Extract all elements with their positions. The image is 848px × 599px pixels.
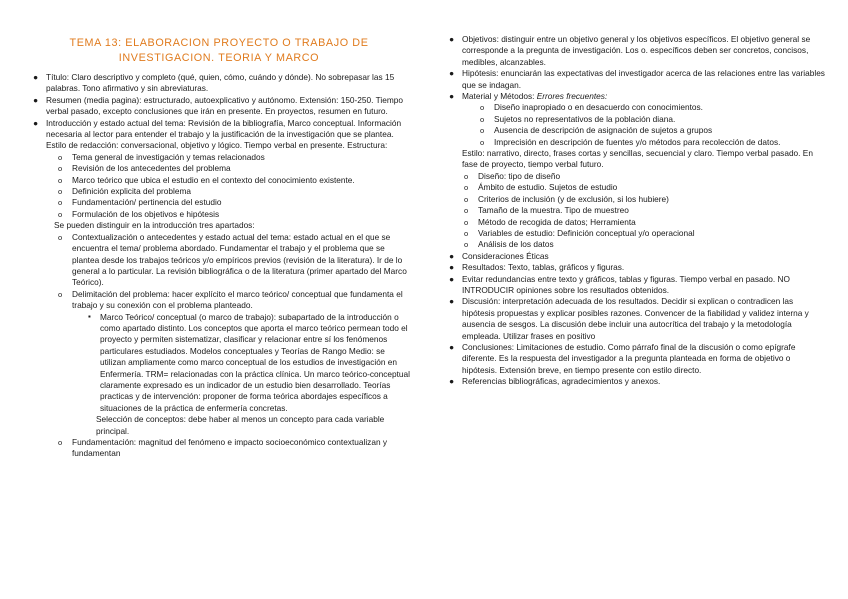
list-item-referencias: ● Referencias bibliográficas, agradecimientos y anexos. (449, 376, 661, 387)
list-item: o Ámbito de estudio. Sujetos de estudio (464, 182, 618, 193)
seleccion-text: Selección de conceptos: debe haber al menos un concepto para cada variable principal. (96, 414, 385, 436)
distinguish-intro: Se pueden distinguir en la introducción tres apartados: (54, 220, 255, 231)
circle-bullet-icon: o (58, 152, 63, 162)
bullet-icon: ● (449, 296, 455, 307)
structure-list (56, 152, 410, 220)
left-column (28, 36, 410, 460)
circle-bullet-icon: o (480, 126, 485, 136)
circle-bullet-icon: o (464, 217, 469, 227)
circle-bullet-icon: o (464, 194, 469, 204)
list-item: ▪ Marco Teórico/ conceptual (o marco de trabajo): subapartado de la introducción o como apartado distinto. Los conceptos que aporta el marco teórico permean todo el proyecto y permiten sistematizar, clasificar y relacionar entre sí los fenómenos particulares estudiados. Modelos conceptuales y Teorías de Rango Medio: se utilizan ampliamente como marco conceptual de los estudios de investigación en Enfermería. TRM= relacionadas con la práctica clínica. Un marco teórico-conceptual claramente expresado es un indicador de un estudio bien desarrollado. Teorías practicas y de intervención: proponer de forma teórica abordajes específicos a situaciones de la práctica de enfermería concretas. (88, 311, 410, 413)
list-item: o Método de recogida de datos; Herramienta (464, 216, 636, 227)
bullet-icon: ● (449, 273, 455, 284)
list-item-introduccion: ● Introducción y estado actual del tema: Revisión de la bibliografía, Marco conceptual. Información necesaria al lector para entender el trabajo y la justificación de la investigación que se plantea. Estilo de redacción: conversacional, objetivo y lógico. Tiempo verbal en presente. Estructura: (33, 117, 402, 151)
sections-list (56, 232, 410, 312)
bullet-icon: ● (449, 376, 455, 387)
list-item: o Ausencia de descripción de asignación de sujetos a grupos (480, 125, 713, 136)
circle-bullet-icon: o (58, 232, 63, 242)
circle-bullet-icon: o (58, 209, 63, 219)
list-item: o Diseño: tipo de diseño (464, 170, 561, 181)
bullet-icon: ● (449, 34, 455, 44)
circle-bullet-icon: o (58, 187, 63, 197)
main-list-left (28, 72, 410, 152)
list-item-titulo: ● Título: Claro descriptivo y completo (qué, quien, cómo, cuándo y dónde). No sobrepasar las 15 palabras. Tono afirmativo y sin abreviaturas. (33, 72, 395, 94)
list-item-material: ● Material y Métodos: Errores frecuentes: (449, 91, 608, 102)
bullet-icon: ● (33, 72, 39, 82)
list-item: o Imprecisión en descripción de fuentes y/o métodos para recolección de datos. (480, 136, 781, 147)
circle-bullet-icon: o (480, 137, 485, 147)
bullet-icon: ● (33, 94, 39, 105)
square-bullet-icon: ▪ (88, 311, 91, 321)
bullet-icon: ● (449, 262, 455, 273)
circle-bullet-icon: o (58, 289, 63, 299)
fundamentacion-list (56, 437, 410, 460)
circle-bullet-icon: o (480, 114, 485, 124)
list-item: o Formulación de los objetivos e hipótesis (58, 208, 220, 219)
list-item: o Fundamentación/ pertinencia del estudio (58, 197, 222, 208)
list-item: o Variables de estudio: Definición conceptual y/o operacional (464, 227, 695, 238)
list-item: o Contextualización o antecedentes y estado actual del tema: estado actual en el que se encuentra el tema/ problema abordado. Fundamentar el trabajo y el problema que se plantea desde los trabajos teóricos y/o empíricos previos (revisión de la literatura). Ir de lo general a lo particular. La revisión bibliográfica o de la literatura (primer apartado del Marco Teórico). (58, 231, 407, 288)
bullet-icon: ● (449, 91, 455, 102)
list-item: o Fundamentación: magnitud del fenómeno e impacto socioeconómico contextualizan y fundamentan (58, 437, 388, 459)
list-item: o Sujetos no representativos de la población diana. (480, 113, 676, 124)
list-item-resumen: ● Resumen (media pagina): estructurado, autoexplicativo y autónomo. Extensión: 150-250. Tiempo verbal pasado, excepto conclusiones que irán en presente. En proyectos, resumen en futuro. (33, 94, 403, 117)
list-item: o Delimitación del problema: hacer explícito el marco teórico/ conceptual que fundamenta el trabajo y su conexión con el problema planteado. (58, 288, 403, 311)
circle-bullet-icon: o (58, 175, 63, 185)
list-item-objetivos: ● Objetivos: distinguir entre un objetivo general y los objetivos específicos. El objetivo general se corresponde a la pregunta de investigación. Los o. específicos deben ser concretos, concisos, medibles, alcanzables. (449, 34, 811, 67)
bullet-icon: ● (449, 341, 455, 352)
circle-bullet-icon: o (58, 164, 63, 174)
main-list-right (444, 34, 826, 102)
circle-bullet-icon: o (464, 171, 469, 181)
list-item: o Tema general de investigación y temas relacionados (58, 151, 265, 162)
list-item-hipotesis: ● Hipótesis: enunciarán las expectativas del investigador acerca de las relaciones entre las variables que se indagan. (449, 68, 825, 90)
circle-bullet-icon: o (480, 103, 485, 113)
circle-bullet-icon: o (58, 198, 63, 208)
list-item-eticas: ● Consideraciones Éticas (449, 250, 549, 261)
main-list-right-2 (444, 251, 826, 388)
right-column (444, 34, 826, 388)
estilo-text: Estilo: narrativo, directo, frases cortas y sencillas, secuencial y claro. Tiempo verbal pasado. En fase de proyecto, tiempo verbal futuro. (462, 148, 813, 170)
list-item-resultados: ● Resultados: Texto, tablas, gráficos y figuras. (449, 262, 625, 273)
list-item: o Revisión de los antecedentes del problema (58, 163, 231, 174)
list-item: o Diseño inapropiado o en desacuerdo con conocimientos. (480, 102, 703, 113)
list-item-discusion: ● Discusión: interpretación adecuada de los resultados. Decidir si explican o contradicen las hipótesis propuestas y explicar posibles razones. Convencer de la fiabilidad y validez interna y ausencia de sesgos. La discusión debe incluir una autocrítica del trabajo y la metodología empleada. Utilizar frases en positivo (449, 296, 809, 341)
list-item-redundancias: ● Evitar redundancias entre texto y gráficos, tablas y figuras. Tiempo verbal en pasado. NO INTRODUCIR opiniones sobre los resultados obtenidos. (449, 273, 790, 295)
marco-list (86, 312, 410, 415)
circle-bullet-icon: o (464, 228, 469, 238)
list-item: o Tamaño de la muestra. Tipo de muestreo (464, 205, 629, 216)
document-title: TEMA 13: ELABORACION PROYECTO O TRABAJO DE INVESTIGACION. TEORIA Y MARCO (69, 37, 369, 64)
bullet-icon: ● (449, 250, 455, 261)
metodos-list (462, 171, 826, 251)
circle-bullet-icon: o (464, 183, 469, 193)
errores-list (478, 102, 826, 148)
circle-bullet-icon: o (58, 438, 63, 447)
list-item-conclusiones: ● Conclusiones: Limitaciones de estudio. Como párrafo final de la discusión o como epígrafe diferente. Es la respuesta del investigador a la pregunta planteada en forma de objetivo o hipótesis. Extensión breve, en tiempo presente con estilo directo. (449, 341, 796, 375)
circle-bullet-icon: o (464, 206, 469, 216)
list-item: o Análisis de los datos (464, 239, 554, 250)
list-item: o Criterios de inclusión (y de exclusión, si los hubiere) (464, 193, 669, 204)
circle-bullet-icon: o (464, 240, 469, 250)
list-item: o Definición explicita del problema (58, 186, 191, 197)
list-item: o Marco teórico que ubica el estudio en el contexto del conocimiento existente. (58, 174, 355, 185)
bullet-icon: ● (33, 117, 39, 128)
bullet-icon: ● (449, 68, 455, 79)
